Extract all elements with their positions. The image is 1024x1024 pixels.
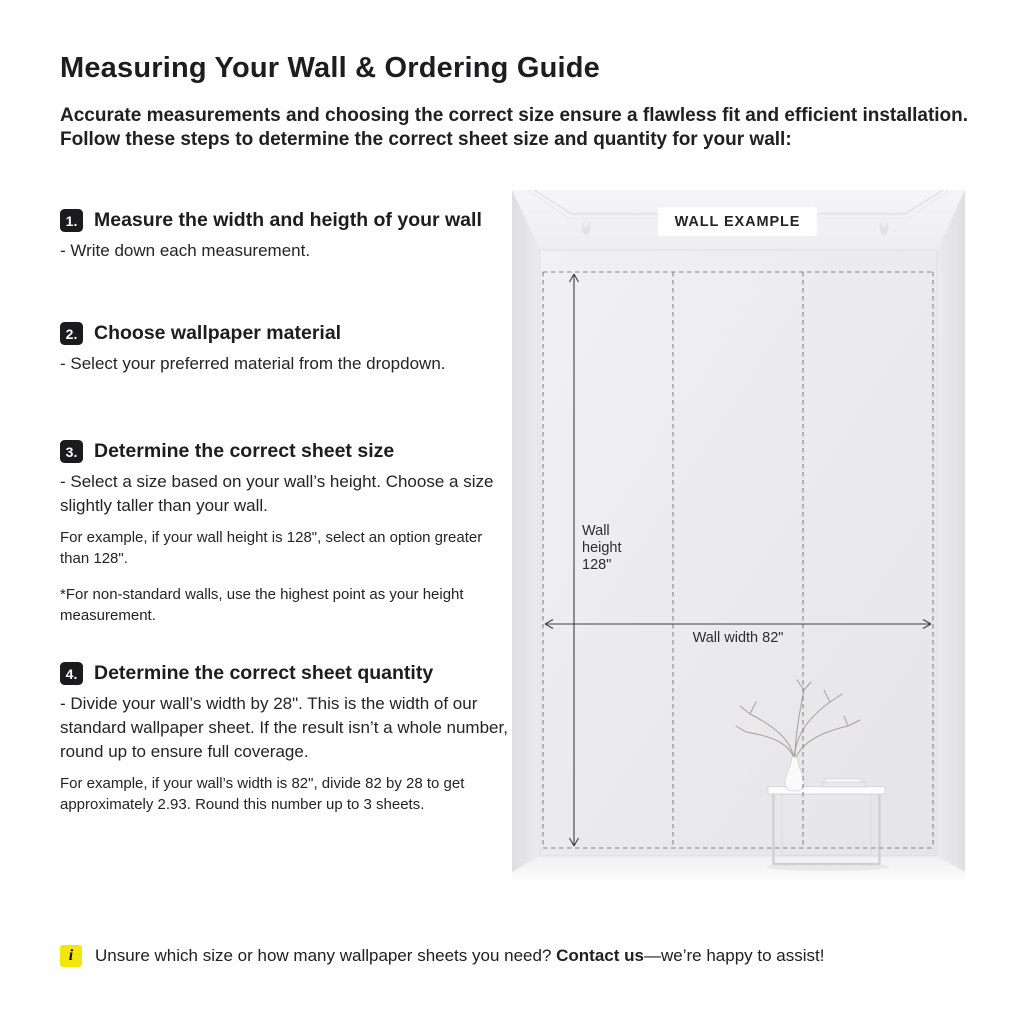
step-3 <box>60 440 512 626</box>
step-3-example: For example, if your wall height is 128", select an option greater than 128". <box>60 529 483 567</box>
ceiling-light-left <box>582 219 591 235</box>
step-1-number-badge: 1. <box>60 209 83 232</box>
left-wall <box>512 190 540 872</box>
footer-help-note <box>60 945 824 967</box>
step-3-header <box>60 440 512 463</box>
step-3-note: *For non-standard walls, use the highest point as your height measurement. <box>60 586 464 624</box>
right-wall <box>937 190 965 872</box>
step-2 <box>60 322 512 376</box>
step-2-number-badge: 2. <box>60 322 83 345</box>
step-4-description: - Divide your wall’s width by 28". This is the width of our standard wallpaper sheet. If the result isn’t a whole number, round up to ensure full coverage. <box>60 694 508 761</box>
step-3-description: - Select a size based on your wall’s height. Choose a size slightly taller than your wall. <box>60 472 494 515</box>
step-4 <box>60 662 512 815</box>
step-1-description: - Write down each measurement. <box>60 241 311 260</box>
wall-example-label: WALL EXAMPLE <box>658 207 817 236</box>
step-2-header <box>60 322 512 345</box>
footer-text <box>95 946 824 966</box>
room-illustration <box>512 190 965 880</box>
step-2-title: Choose wallpaper material <box>94 322 342 344</box>
step-1-header <box>60 209 512 232</box>
svg-text:height: height <box>582 540 622 556</box>
step-1 <box>60 209 512 263</box>
step-4-number-badge: 4. <box>60 662 83 685</box>
step-3-number-badge: 3. <box>60 440 83 463</box>
ceiling-light-right <box>880 219 889 235</box>
intro-text: Accurate measurements and choosing the correct size ensure a flawless fit and efficient installation. Follow these steps to determine the correct sheet size and quantity for your wall: <box>60 105 969 150</box>
books <box>822 779 866 788</box>
info-icon: i <box>60 945 82 967</box>
footer-text-before: Unsure which size or how many wallpaper sheets you need? <box>95 946 557 965</box>
step-4-title: Determine the correct sheet quantity <box>94 662 434 684</box>
wall-example-image <box>512 190 965 880</box>
step-1-title: Measure the width and heigth of your wall <box>94 209 482 231</box>
floor <box>512 856 965 880</box>
svg-text:128": 128" <box>582 557 612 573</box>
step-2-description: - Select your preferred material from the dropdown. <box>60 354 446 373</box>
step-4-header <box>60 662 512 685</box>
footer-text-after: —we’re happy to assist! <box>643 946 825 965</box>
page-title: Measuring Your Wall & Ordering Guide <box>60 52 601 84</box>
step-3-title: Determine the correct sheet size <box>94 440 395 462</box>
svg-text:Wall: Wall <box>582 523 610 539</box>
wall-width-annotation: Wall width 82" <box>692 630 784 646</box>
step-4-example: For example, if your wall’s width is 82", divide 82 by 28 to get approximately 2.93. Round this number up to 3 sheets. <box>60 775 465 813</box>
contact-us-link[interactable]: Contact us <box>556 946 644 965</box>
